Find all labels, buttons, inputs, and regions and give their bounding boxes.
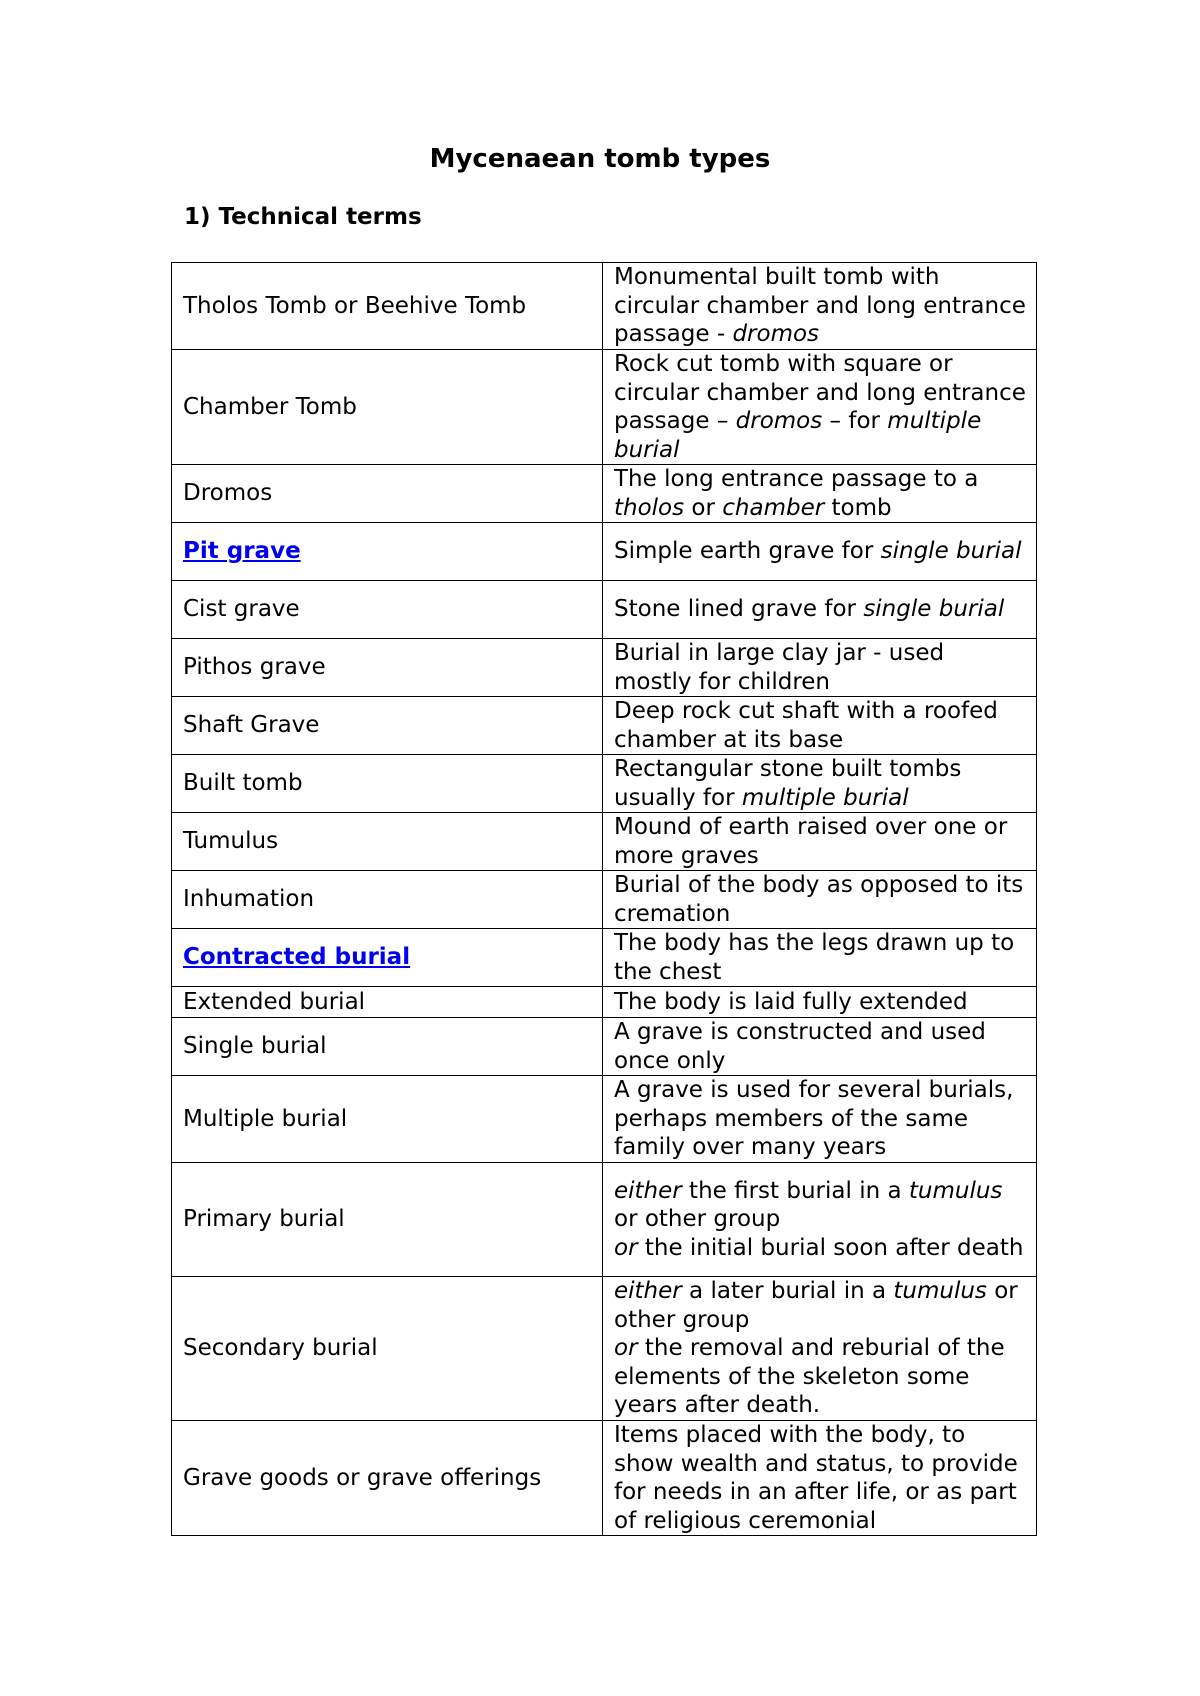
definition-cell	[603, 871, 1037, 929]
term-label: Cist grave	[183, 596, 300, 623]
term-label: Inhumation	[183, 886, 315, 913]
definition-text: or	[684, 494, 723, 521]
term-cell	[172, 755, 603, 813]
term-cell	[172, 1163, 603, 1277]
term-cell	[172, 1421, 603, 1536]
table-row	[172, 1421, 1037, 1536]
term-cell	[172, 1076, 603, 1163]
term-label: Dromos	[183, 480, 273, 507]
definition-text: Rock cut tomb with square or circular chamber and long entrance passage –	[614, 351, 1026, 434]
table-row	[172, 581, 1037, 639]
definition-text: a later burial in a	[681, 1278, 894, 1305]
term-cell	[172, 263, 603, 350]
table-row	[172, 465, 1037, 523]
term-label: Chamber Tomb	[183, 393, 357, 420]
term-label: Primary burial	[183, 1206, 345, 1233]
term-cell	[172, 929, 603, 987]
definition-text: – for	[822, 408, 888, 434]
definition-text: A grave is used for several burials, perhaps members of the same family over many years	[614, 1077, 1014, 1161]
term-label: Extended burial	[183, 988, 366, 1015]
table-row	[172, 639, 1037, 697]
term-label: Tholos Tomb or Beehive Tomb	[183, 292, 527, 319]
definition-emphasis: either	[614, 1177, 682, 1204]
term-cell	[172, 581, 603, 639]
term-link[interactable]: Contracted burial	[183, 944, 411, 971]
definition-cell	[603, 755, 1037, 813]
definition-text: Rectangular stone built tombs usually for	[614, 756, 962, 811]
definition-text: Monumental built tomb with circular chamber and long entrance passage -	[614, 264, 1026, 348]
definition-cell	[603, 987, 1037, 1018]
table-row	[172, 523, 1037, 581]
definition-cell	[603, 465, 1037, 523]
definition-text: Burial of the body as opposed to its cremation	[614, 872, 1024, 927]
definition-text: The body has the legs drawn up to the chest	[614, 930, 1015, 985]
document-title: Mycenaean tomb types	[429, 144, 771, 174]
table-row	[172, 813, 1037, 871]
definition-emphasis: chamber	[722, 494, 825, 521]
definition-emphasis: multiple burial	[614, 408, 982, 463]
definition-cell	[603, 1018, 1037, 1076]
definition-text: Items placed with the body, to show wealth and status, to provide for needs in an after life, or as part of religious ceremonial	[614, 1422, 1018, 1534]
definition-emphasis: tumulus	[893, 1278, 987, 1305]
definition-emphasis: or	[614, 1335, 638, 1362]
terms-table-body	[172, 263, 1037, 1536]
definition-emphasis: single burial	[880, 538, 1022, 565]
term-cell	[172, 813, 603, 871]
term-label: Tumulus	[183, 828, 279, 855]
definition-cell	[603, 1421, 1037, 1536]
term-label: Shaft Grave	[183, 712, 320, 739]
definition-text: Mound of earth raised over one or more graves	[614, 814, 1008, 869]
definition-text: tomb	[824, 494, 892, 521]
terms-table	[171, 262, 1037, 1536]
definition-text: or other group	[614, 1206, 781, 1233]
table-row	[172, 263, 1037, 350]
term-label: Secondary burial	[183, 1335, 378, 1362]
definition-cell	[603, 639, 1037, 697]
definition-cell	[603, 263, 1037, 350]
definition-text: The long entrance passage to a	[614, 466, 979, 492]
definition-text: the initial burial soon after death	[637, 1234, 1024, 1261]
definition-emphasis: tumulus	[908, 1177, 1003, 1204]
term-link[interactable]: Pit grave	[183, 538, 301, 565]
definition-text: A grave is constructed and used once only	[614, 1019, 986, 1074]
definition-emphasis: either	[614, 1278, 682, 1305]
term-cell	[172, 465, 603, 523]
definition-cell	[603, 813, 1037, 871]
table-row	[172, 929, 1037, 987]
definition-cell	[603, 697, 1037, 755]
term-cell	[172, 1277, 603, 1421]
table-row	[172, 1163, 1037, 1277]
term-cell	[172, 987, 603, 1018]
definition-emphasis: single burial	[863, 596, 1005, 623]
table-row	[172, 871, 1037, 929]
definition-text: or other group	[614, 1278, 1018, 1333]
definition-emphasis: multiple burial	[741, 784, 909, 811]
term-label: Multiple burial	[183, 1105, 348, 1132]
term-label: Built tomb	[183, 770, 303, 797]
definition-text: The body is laid fully extended	[614, 988, 968, 1015]
definition-emphasis: tholos	[614, 494, 685, 521]
term-label: Grave goods or grave offerings	[183, 1464, 542, 1491]
definition-text: Burial in large clay jar - used mostly for children	[614, 640, 945, 695]
definition-emphasis: or	[614, 1234, 638, 1261]
definition-cell	[603, 929, 1037, 987]
definition-cell	[603, 1163, 1037, 1277]
term-cell	[172, 523, 603, 581]
table-row	[172, 987, 1037, 1018]
term-cell	[172, 871, 603, 929]
definition-text: Simple earth grave for	[614, 538, 881, 565]
definition-text: Deep rock cut shaft with a roofed chamber at its base	[614, 698, 998, 753]
definition-emphasis: dromos	[732, 321, 820, 348]
term-cell	[172, 350, 603, 465]
definition-text: Stone lined grave for	[614, 596, 864, 623]
definition-cell	[603, 1076, 1037, 1163]
table-row	[172, 1018, 1037, 1076]
table-row	[172, 350, 1037, 465]
definition-cell	[603, 350, 1037, 465]
table-row	[172, 697, 1037, 755]
table-row	[172, 1076, 1037, 1163]
definition-emphasis: dromos	[735, 408, 823, 434]
definition-cell	[603, 1277, 1037, 1421]
definition-text: the removal and reburial of the elements of the skeleton some years after death.	[614, 1335, 1005, 1419]
table-row	[172, 755, 1037, 813]
term-cell	[172, 639, 603, 697]
term-cell	[172, 697, 603, 755]
definition-text: the first burial in a	[681, 1177, 909, 1204]
definition-cell	[603, 523, 1037, 581]
definition-cell	[603, 581, 1037, 639]
term-label: Single burial	[183, 1033, 327, 1060]
section-heading: 1) Technical terms	[184, 204, 422, 230]
term-cell	[172, 1018, 603, 1076]
table-row	[172, 1277, 1037, 1421]
term-label: Pithos grave	[183, 654, 326, 681]
